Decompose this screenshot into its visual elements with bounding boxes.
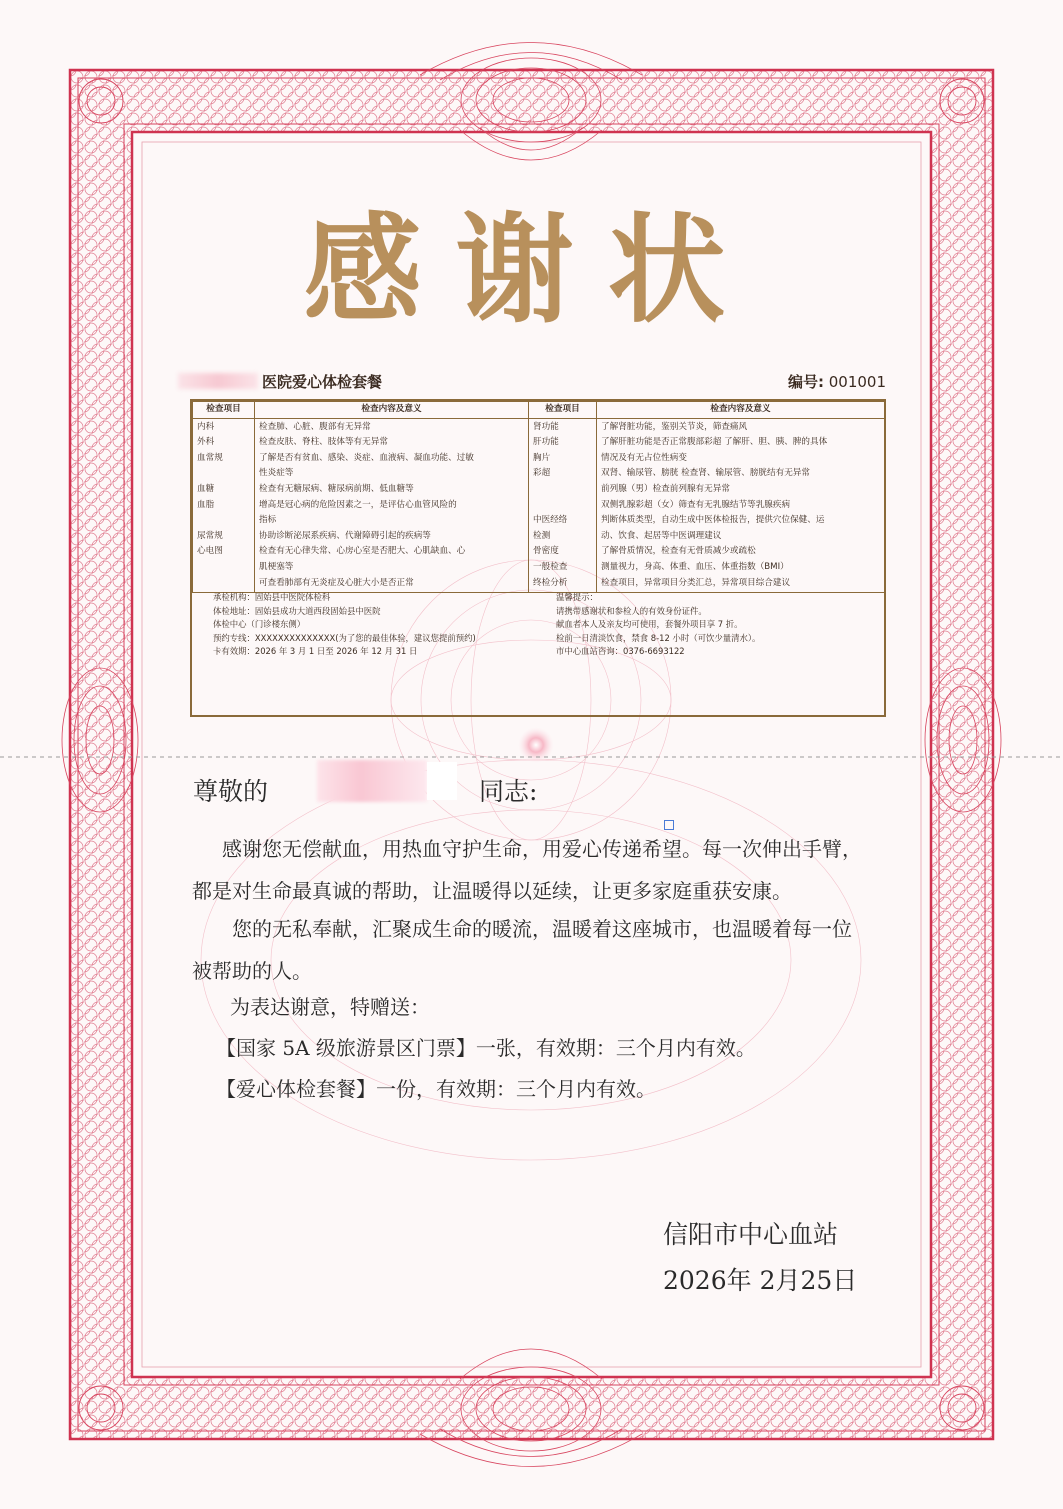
certificate-title: 感谢状 [303,200,760,339]
redacted-recipient-name-tail [427,762,457,800]
item-text: 血常规 [197,452,223,463]
table-header: 检查内容及意义 [597,402,885,419]
item-text: 彩超 [533,468,551,479]
salutation-suffix: 同志: [479,777,538,806]
item-text: 中医经络 [533,515,568,526]
item-text: 血糖 [197,483,215,494]
item-text: 胸片 [533,452,551,463]
info-line: 请携带感谢状和参检人的有效身份证件。 [556,605,707,616]
item-text [197,513,250,529]
item-text: 终检分析 [533,577,568,588]
paragraph-1-line-2: 都是对生命最真诚的帮助，让温暖得以延续，让更多家庭重获安康。 [192,879,792,903]
exam-info-right [556,591,760,659]
content-text: 了解肾脏功能，鉴别关节炎，筛查痛风 [601,421,748,432]
info-line: 温馨提示： [556,592,598,602]
left-item-cell [193,418,255,593]
content-text: 协助诊断泌尿系疾病、代谢障碍引起的疾病等 [259,530,431,541]
right-content-cell [597,418,885,593]
content-text: 检查有无糖尿病、糖尿病前期、低血糖等 [259,483,414,494]
center-seal-dot [518,727,554,763]
content-text: 增高是冠心病的危险因素之一，是评估心血管风险的 [259,499,457,510]
info-line: 检前一日清淡饮食，禁食 8-12 小时（可饮少量清水）。 [556,632,761,643]
content-text: 检查有无心律失常、心房心室是否肥大、心肌缺血、心 [259,546,466,557]
info-line: 献血者本人及亲友均可使用，套餐外项目享 7 折。 [556,619,743,629]
item-text: 肾功能 [533,421,559,432]
health-check-card [178,367,896,719]
item-text: 检测 [533,530,551,541]
exam-table-frame [190,399,886,717]
info-line: 承检机构：固始县中医院体检科 [213,592,331,602]
table-header: 检查项目 [193,402,255,419]
item-text [197,466,250,482]
exam-table [192,401,885,593]
content-text: 双肾、输尿管、膀胱 检查肾、输尿管、膀胱结有无异常 [601,468,810,479]
content-text: 可查看肺部有无炎症及心脏大小是否正常 [259,577,414,588]
item-text: 血脂 [197,499,215,510]
right-item-cell [529,418,597,593]
gift-item-1: 【国家 5A 级旅游景区门票】一张，有效期：三个月内有效。 [216,1036,756,1060]
paragraph-2-line-1: 您的无私奉献，汇聚成生命的暖流，温暖着这座城市，也温暖着每一位 [232,917,852,941]
redacted-hospital-name [178,373,258,389]
signature-organization: 信阳市中心血站 [663,1220,839,1249]
table-header: 检查项目 [529,402,597,419]
content-text: 了解是否有贫血、感染、炎症、血液病、凝血功能、过敏 [259,452,474,463]
content-text: 性炎症等 [259,468,294,479]
info-line: 体检地址：固始县成功大道西段固始县中医院 [213,605,381,616]
salutation-prefix: 尊敬的 [193,777,269,806]
item-text: 心电图 [197,546,223,557]
content-text: 检查肺、心脏、腹部有无异常 [259,421,371,432]
paragraph-1-line-1: 感谢您无偿献血，用热血守护生命，用爱心传递希望。每一次伸出手臂， [222,837,862,861]
item-text: 肝功能 [533,437,559,448]
text-cursor-handle [664,820,674,830]
card-number [788,371,886,392]
content-text: 情况及有无占位性病变 [601,452,687,463]
table-header-row [193,402,885,419]
table-header: 检查内容及意义 [255,402,529,419]
item-text: 一般检查 [533,561,568,572]
content-text: 动、饮食、起居等中医调理建议 [601,530,722,541]
content-text: 了解骨质情况，检查有无骨质减少或疏松 [601,546,756,557]
redacted-recipient-name [317,760,427,802]
paragraph-3: 为表达谢意，特赠送： [230,995,430,1019]
content-text: 测量视力，身高、体重、血压、体重指数（BMI） [601,561,789,572]
card-number-value: 001001 [828,373,886,391]
paragraph-2-line-2: 被帮助的人。 [192,959,312,983]
info-line: 市中心血站咨询：0376-6693122 [556,646,685,656]
info-line: 体检中心（门诊楼东侧） [213,619,306,629]
item-text: 尿常规 [197,530,223,541]
signature-date: 2026年 2月25日 [663,1266,858,1295]
item-text: 内科 [197,421,215,432]
info-line: 预约专线：XXXXXXXXXXXXXX(为了您的最佳体验，建议您提前预约) [213,632,476,643]
exam-info-left [213,591,476,659]
item-text [533,482,592,498]
gift-item-2: 【爱心体检套餐】一份，有效期：三个月内有效。 [216,1077,656,1101]
item-text: 骨密度 [533,546,559,557]
content-text: 了解肝脏功能是否正常腹部彩超 了解肝、胆、胰、脾的具体 [601,437,828,448]
item-text: 外科 [197,437,215,448]
content-text: 指标 [259,515,277,526]
item-text [533,498,592,514]
content-text: 双侧乳腺彩超（女）筛查有无乳腺结节等乳腺疾病 [601,499,791,510]
content-text: 检查皮肤、脊柱、肢体等有无异常 [259,437,388,448]
card-number-label: 编号: [787,373,824,391]
content-text: 检查项目，异常项目分类汇总，异常项目综合建议 [601,577,791,588]
content-text: 肌梗塞等 [259,561,294,572]
card-title: 医院爱心体检套餐 [262,373,383,391]
info-line: 卡有效期：2026 年 3 月 1 日至 2026 年 12 月 31 日 [213,646,418,656]
content-text: 前列腺（男）检查前列腺有无异常 [601,483,730,494]
left-content-cell [255,418,529,593]
content-text: 判断体质类型，自动生成中医体检报告，提供穴位保健、运 [601,515,825,526]
